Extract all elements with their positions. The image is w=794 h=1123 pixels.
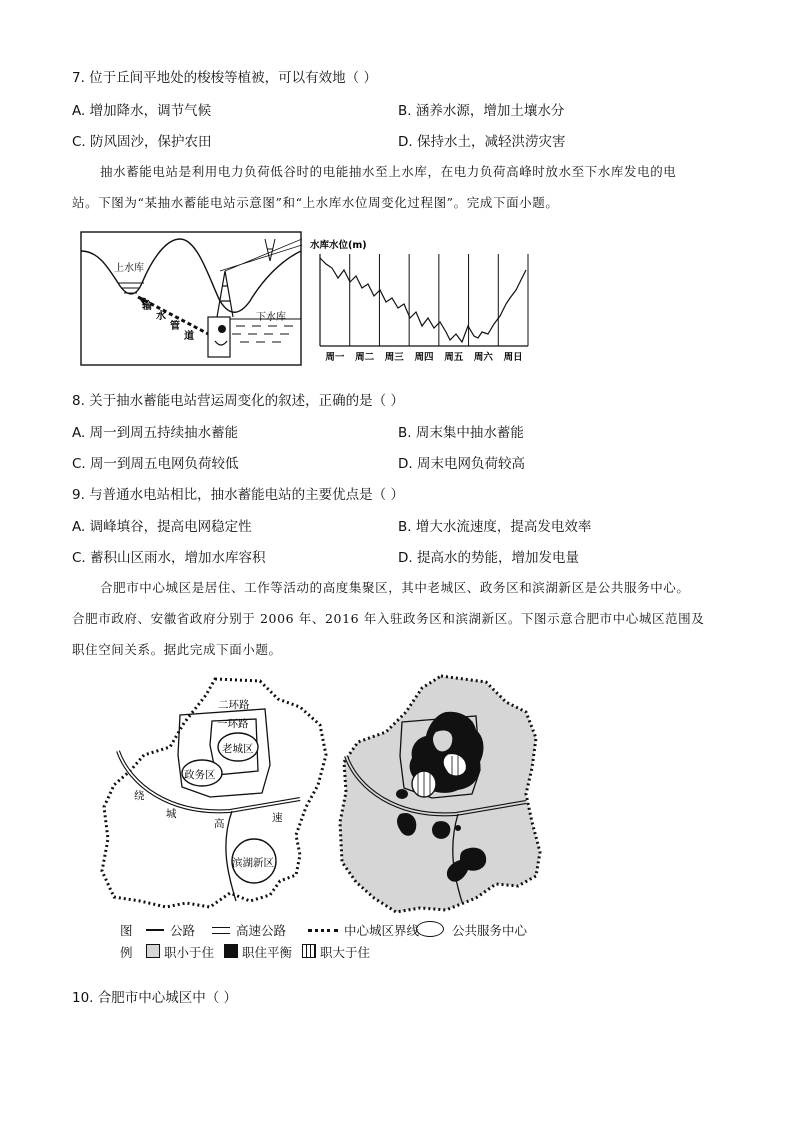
legend-job-less-label: 职小于住 — [164, 945, 215, 960]
pipe-label-3: 管 — [170, 321, 180, 332]
legend-title-char-2: 例 — [120, 945, 133, 960]
q7-option-a: A. 增加降水，调节气候 — [72, 103, 212, 119]
legend-road-symbol — [146, 929, 164, 931]
ring-highway-char-2: 城 — [166, 808, 177, 820]
q8-option-c: C. 周一到周五电网负荷较低 — [72, 456, 239, 472]
water-level-curve — [320, 258, 526, 342]
day-label: 周五 — [444, 352, 464, 363]
day-label: 周一 — [325, 352, 345, 363]
q8-option-d: D. 周末电网负荷较高 — [398, 456, 525, 472]
pipe-label-4: 道 — [184, 331, 194, 342]
q9-option-a: A. 调峰填谷，提高电网稳定性 — [72, 519, 252, 535]
pumped-storage-diagram — [80, 231, 302, 366]
legend-boundary-symbol — [308, 929, 338, 932]
job-housing-map — [336, 672, 546, 916]
second-ring-label: 二环路 — [218, 699, 250, 711]
pipe-label-2: 水 — [156, 311, 166, 322]
q8-option-a: A. 周一到周五持续抽水蓄能 — [72, 425, 239, 441]
q10-stem: 10. 合肥市中心城区中（ ） — [72, 990, 238, 1006]
q8-stem: 8. 关于抽水蓄能电站营运周变化的叙述，正确的是（ ） — [72, 393, 404, 409]
q8-option-b: B. 周末集中抽水蓄能 — [398, 425, 524, 441]
q7-stem: 7. 位于丘间平地处的梭梭等植被，可以有效地（ ） — [72, 70, 377, 86]
q7-option-c: C. 防风固沙，保护农田 — [72, 134, 212, 150]
intro1-line2: 站。下图为“某抽水蓄能电站示意图”和“上水库水位周变化过程图”。完成下面小题。 — [72, 195, 559, 210]
day-label: 周日 — [503, 352, 523, 363]
intro2-line1: 合肥市中心城区是居住、工作等活动的高度集聚区，其中老城区、政务区和滨湖新区是公共服务中心。 — [100, 580, 690, 595]
legend-job-less-symbol — [146, 944, 160, 958]
legend-job-more-symbol — [302, 944, 316, 958]
gov-district-label: 政务区 — [184, 769, 216, 781]
legend-balance-label: 职住平衡 — [242, 945, 293, 960]
q9-option-b: B. 增大水流速度，提高发电效率 — [398, 519, 592, 535]
legend-highway-label: 高速公路 — [236, 923, 287, 938]
lower-reservoir-label: 下水库 — [256, 312, 286, 323]
binhu-label: 滨湖新区 — [232, 857, 274, 869]
old-town-label: 老城区 — [222, 743, 254, 755]
legend-service-center-symbol — [416, 921, 444, 937]
q9-stem: 9. 与普通水电站相比，抽水蓄能电站的主要优点是（ ） — [72, 487, 404, 503]
day-label: 周四 — [414, 352, 434, 363]
legend-service-center-label: 公共服务中心 — [452, 923, 528, 938]
legend-road-label: 公路 — [170, 923, 196, 938]
chart-ylabel: 水库水位(m) — [310, 240, 367, 251]
ring-highway-char-4: 速 — [272, 812, 283, 824]
q9-option-c: C. 蓄积山区雨水，增加水库容积 — [72, 550, 266, 566]
legend-balance-symbol — [224, 944, 238, 958]
intro2-line2: 合肥市政府、安徽省政府分别于 2006 年、2016 年入驻政务区和滨湖新区。下图示意合肥市中心城区范围及 — [72, 611, 705, 626]
legend-job-more-label: 职大于住 — [320, 945, 371, 960]
day-label: 周二 — [355, 352, 375, 363]
legend-highway-symbol — [212, 927, 230, 934]
legend-title-char-1: 图 — [120, 923, 133, 938]
ring-highway-char-3: 高 — [214, 818, 225, 830]
first-ring-label: 一环路 — [217, 718, 249, 730]
q7-option-d: D. 保持水土，减轻洪涝灾害 — [398, 134, 566, 150]
upper-reservoir-label: 上水库 — [114, 263, 144, 274]
q9-option-d: D. 提高水的势能，增加发电量 — [398, 550, 579, 566]
ring-highway-char-1: 绕 — [134, 790, 145, 802]
day-label: 周三 — [384, 352, 404, 363]
intro2-line3: 职住空间关系。据此完成下面小题。 — [72, 642, 282, 657]
day-label: 周六 — [473, 352, 493, 363]
pipe-label-1: 输 — [142, 301, 152, 312]
intro1-line1: 抽水蓄能电站是利用电力负荷低谷时的电能抽水至上水库，在电力负荷高峰时放水至下水库发电的电 — [100, 164, 677, 179]
q7-option-b: B. 涵养水源，增加土壤水分 — [398, 103, 565, 119]
city-structure-map — [100, 675, 332, 915]
water-level-chart — [310, 238, 535, 366]
legend-boundary-label: 中心城区界线 — [344, 923, 420, 938]
day-divider-lines — [350, 254, 528, 346]
